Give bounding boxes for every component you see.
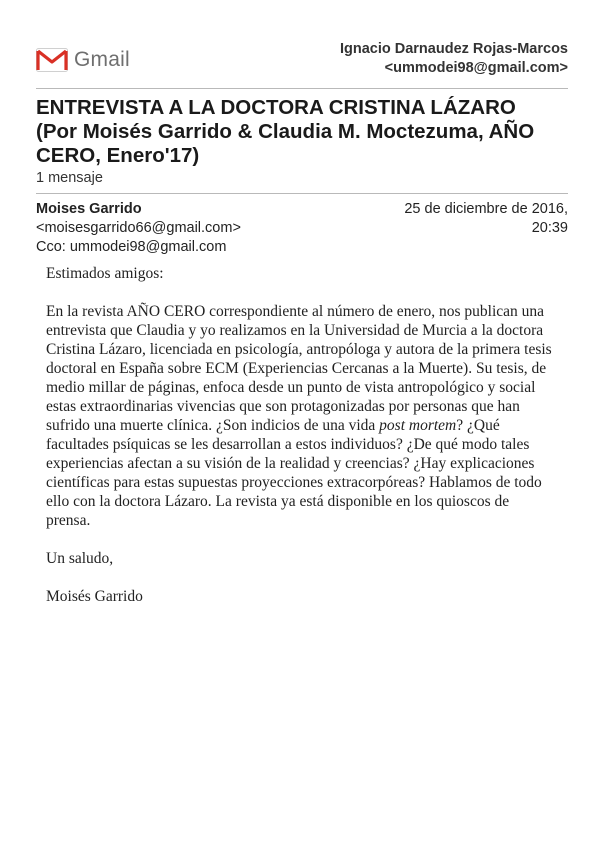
message-count: 1 mensaje <box>36 170 103 186</box>
subject-line: CERO, Enero'17) <box>36 144 200 167</box>
paragraph-text: En la revista AÑO CERO correspondiente al número de enero, nos publican una entrevista que Claudia y yo realizamos en la Universidad de Murcia a la doctora Cristina Lázaro, licenciada en psicología, antropóloga y autora de la primera tesis doctoral en España sobre ECM (Experiencias Cercanas a la Muerte). Su tesis, de medio millar de páginas, enfoca desde un punto de vista antropológico y social estas extraordinarias vivencias que son protagonizadas por personas que han sufrido una muerte clínica. ¿Son indicios de una vida <box>46 303 552 434</box>
bcc-line: Cco: ummodei98@gmail.com <box>36 239 227 255</box>
italic-phrase: post mortem <box>379 417 457 434</box>
time-line: 20:39 <box>531 220 568 236</box>
header <box>36 40 568 84</box>
gmail-logo <box>36 48 130 72</box>
subject-line: (Por Moisés Garrido & Claudia M. Moctezuma, AÑO <box>36 120 535 143</box>
sender-email: <moisesgarrido66@gmail.com> <box>36 220 241 236</box>
header-divider <box>36 88 568 89</box>
greeting: Estimados amigos: <box>46 265 164 282</box>
date-line: 25 de diciembre de 2016, <box>404 201 568 217</box>
message-date <box>368 200 568 238</box>
body-paragraph <box>46 302 556 530</box>
account-name: Ignacio Darnaudez Rojas-Marcos <box>339 41 568 57</box>
account-email: <ummodei98@gmail.com> <box>384 60 568 76</box>
paragraph-text-end: ? ¿Qué facultades psíquicas se les desarrollan a estos individuos? ¿De qué modo tales experiencias afectan a su visión de la realidad y creencias? ¿Hay explicaciones científicas para estas supuestas proyecciones extracorpóreas? Hablamos de todo ello con la doctora Lázaro. La revista ya está disponible en los quioscos de prensa. <box>46 417 542 529</box>
subject-divider <box>36 193 568 194</box>
closing: Un saludo, <box>46 550 114 567</box>
thread-subject <box>36 96 576 168</box>
gmail-m-icon <box>36 48 68 72</box>
account-info <box>340 40 568 78</box>
message-header <box>36 200 568 257</box>
gmail-logo-text: Gmail <box>74 48 130 71</box>
subject-line: ENTREVISTA A LA DOCTORA CRISTINA LÁZARO <box>36 96 516 119</box>
sender-name: Moises Garrido <box>36 201 142 217</box>
message-body <box>46 264 556 625</box>
signature: Moisés Garrido <box>46 588 143 605</box>
